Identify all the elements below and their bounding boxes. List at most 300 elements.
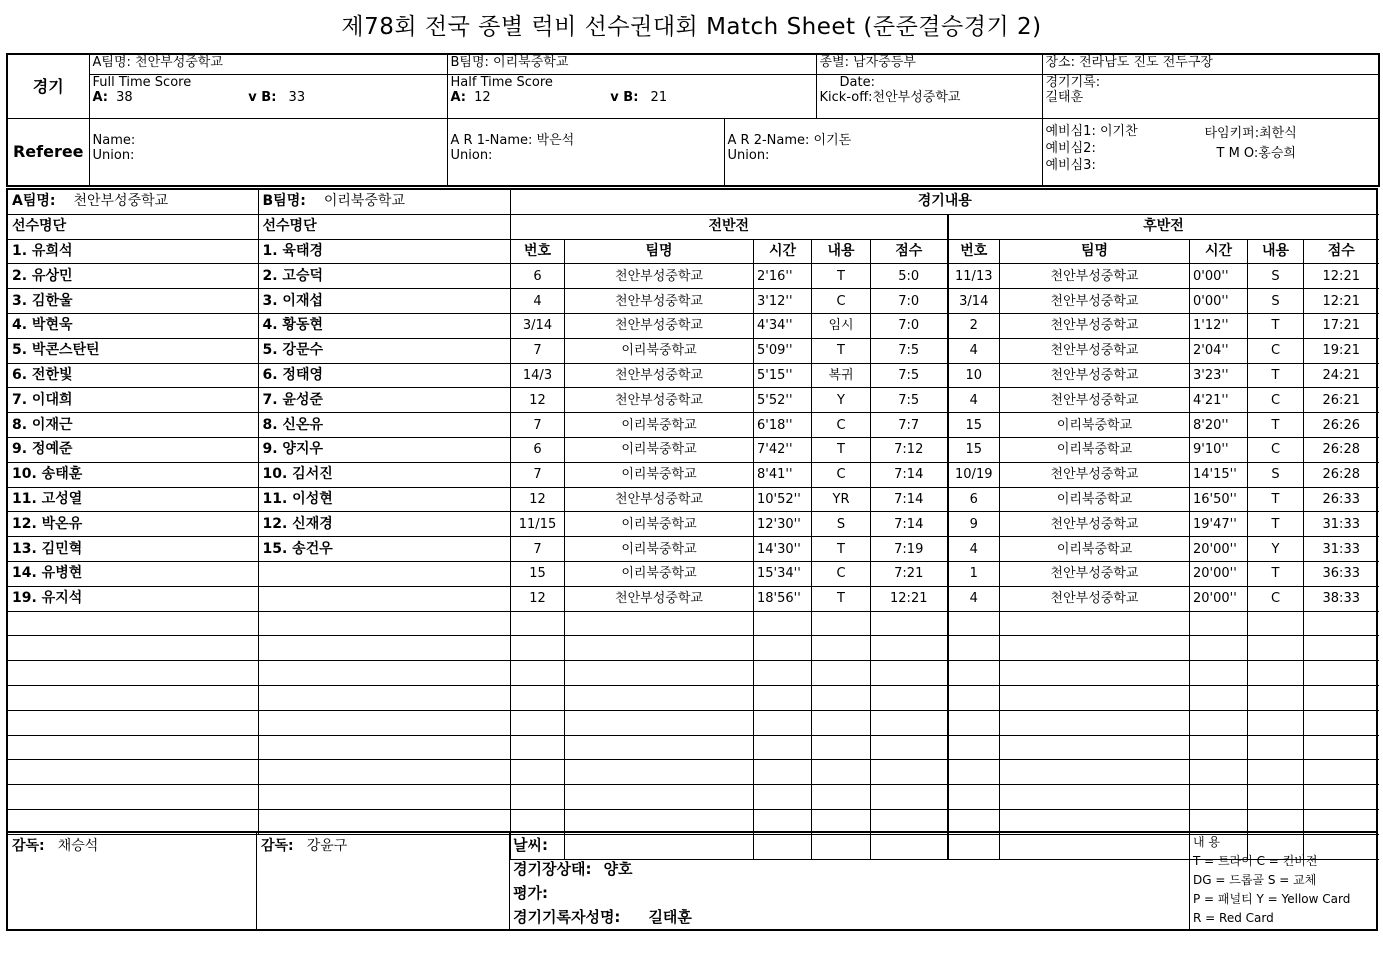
event-cell <box>871 636 948 661</box>
event-cell: 10/19 <box>948 462 1000 487</box>
a-player-cell: 8. 이재근 <box>8 413 258 438</box>
a-list-header: 선수명단 <box>8 214 258 239</box>
b-player-cell: 8. 신온유 <box>258 413 510 438</box>
event-cell: 10'52'' <box>754 487 812 512</box>
column-header: 팀명 <box>1000 239 1190 264</box>
b-player-cell: 4. 황동현 <box>258 313 510 338</box>
event-cell <box>871 611 948 636</box>
event-row <box>511 338 1379 363</box>
half-time-b: 21 <box>650 89 668 105</box>
event-cell <box>812 710 871 735</box>
roster-row <box>8 685 510 710</box>
roster-row <box>8 487 510 512</box>
event-cell <box>871 710 948 735</box>
event-cell <box>754 735 812 760</box>
event-cell: 천안부성중학교 <box>565 388 754 413</box>
event-cell: 3/14 <box>948 289 1000 314</box>
event-cell <box>871 661 948 686</box>
event-cell: 20'00'' <box>1190 561 1248 586</box>
a-player-cell: 9. 정예준 <box>8 437 258 462</box>
sheet-title: 제78회 전국 종별 럭비 선수권대회 Match Sheet (준준결승경기 2) <box>341 14 1042 40</box>
event-cell <box>871 785 948 810</box>
reserve-referee-2: 예비심2: <box>1045 140 1096 156</box>
a-player-cell: 3. 김한울 <box>8 289 258 314</box>
weather-label: 날씨: <box>513 836 548 854</box>
event-cell <box>1000 710 1190 735</box>
event-cell: 천안부성중학교 <box>1000 363 1190 388</box>
event-cell <box>565 735 754 760</box>
event-cell: 7:5 <box>871 363 948 388</box>
event-cell <box>511 785 565 810</box>
roster-row <box>8 661 510 686</box>
event-cell <box>1000 735 1190 760</box>
event-cell <box>948 710 1000 735</box>
event-cell <box>1248 661 1304 686</box>
event-cell: 천안부성중학교 <box>565 313 754 338</box>
event-cell <box>1190 636 1248 661</box>
event-cell: 복귀 <box>812 363 871 388</box>
b-player-cell: 12. 신재경 <box>258 512 510 537</box>
recorder-name: 길태훈 <box>1045 89 1084 105</box>
event-cell <box>1000 760 1190 785</box>
roster-row <box>8 413 510 438</box>
event-cell <box>754 760 812 785</box>
referee-name-label: Name: <box>92 132 136 148</box>
events-table <box>510 190 1379 860</box>
event-row <box>511 264 1379 289</box>
roster-row <box>8 239 510 264</box>
ar1-line: A R 1-Name: 박은석 <box>450 132 575 148</box>
event-cell: 7:5 <box>871 338 948 363</box>
event-cell: 26:26 <box>1304 413 1379 438</box>
event-cell: 12 <box>511 586 565 611</box>
event-cell: 5'52'' <box>754 388 812 413</box>
event-cell: 20'00'' <box>1190 537 1248 562</box>
b-player-cell <box>258 561 510 586</box>
event-cell <box>565 636 754 661</box>
b-player-cell <box>258 685 510 710</box>
event-cell: YR <box>812 487 871 512</box>
a-player-cell: 19. 유지석 <box>8 586 258 611</box>
half-time-a-label: A: <box>450 89 467 105</box>
event-cell: S <box>1248 264 1304 289</box>
event-cell <box>511 735 565 760</box>
event-row <box>511 190 1379 214</box>
event-cell <box>948 636 1000 661</box>
roster-row <box>8 289 510 314</box>
roster-row <box>8 710 510 735</box>
event-cell: 31:33 <box>1304 512 1379 537</box>
event-cell: 천안부성중학교 <box>565 289 754 314</box>
event-cell: 이리북중학교 <box>1000 537 1190 562</box>
event-cell <box>1190 611 1248 636</box>
event-cell <box>754 685 812 710</box>
a-team-line: A팀명: 천안부성중학교 <box>89 54 447 74</box>
event-cell: 5'09'' <box>754 338 812 363</box>
a-player-cell <box>8 611 258 636</box>
roster-row <box>8 388 510 413</box>
legend-line-4: R = Red Card <box>1193 911 1274 925</box>
event-cell <box>948 611 1000 636</box>
b-player-cell: 6. 정태영 <box>258 363 510 388</box>
event-cell: 3'23'' <box>1190 363 1248 388</box>
event-cell: 7 <box>511 338 565 363</box>
event-cell <box>948 685 1000 710</box>
event-cell: 이리북중학교 <box>565 561 754 586</box>
legend-line-1: T = 트라이 C = 컨버전 <box>1193 854 1318 868</box>
event-cell <box>1248 636 1304 661</box>
ar2-cell <box>724 118 1042 186</box>
b-player-cell: 15. 송건우 <box>258 537 510 562</box>
event-cell: 천안부성중학교 <box>1000 264 1190 289</box>
full-time-a: 38 <box>116 89 133 105</box>
event-cell <box>948 785 1000 810</box>
event-row <box>511 785 1379 810</box>
a-player-cell: 6. 전한빛 <box>8 363 258 388</box>
event-cell: 19:21 <box>1304 338 1379 363</box>
match-header-table <box>6 53 1380 187</box>
event-row <box>511 363 1379 388</box>
event-cell <box>511 661 565 686</box>
event-cell <box>1190 785 1248 810</box>
b-player-cell <box>258 710 510 735</box>
event-cell: 7 <box>511 413 565 438</box>
a-player-cell: 12. 박온유 <box>8 512 258 537</box>
event-cell: 이리북중학교 <box>565 537 754 562</box>
event-cell: T <box>1248 363 1304 388</box>
writer-line <box>510 905 1189 929</box>
event-cell <box>511 611 565 636</box>
event-cell <box>511 760 565 785</box>
roster-row <box>8 561 510 586</box>
ar1-union: Union: <box>450 147 493 163</box>
event-cell <box>754 636 812 661</box>
a-player-cell: 14. 유병현 <box>8 561 258 586</box>
column-header: 내용 <box>1248 239 1304 264</box>
event-row <box>511 611 1379 636</box>
event-cell: 천안부성중학교 <box>1000 512 1190 537</box>
event-cell: 이리북중학교 <box>1000 437 1190 462</box>
referee-cell <box>89 118 447 186</box>
a-player-cell: 7. 이대희 <box>8 388 258 413</box>
event-cell: T <box>1248 413 1304 438</box>
roster-row <box>8 760 510 785</box>
reserve-referee-1: 예비심1: 이기찬 <box>1045 123 1138 139</box>
event-cell: 천안부성중학교 <box>1000 388 1190 413</box>
event-cell: 12'30'' <box>754 512 812 537</box>
column-header: 번호 <box>511 239 565 264</box>
roster-row <box>8 636 510 661</box>
roster-row <box>8 512 510 537</box>
event-cell <box>1304 760 1379 785</box>
event-cell: 이리북중학교 <box>565 437 754 462</box>
event-cell: 9 <box>948 512 1000 537</box>
reserve-cell <box>1042 118 1379 186</box>
event-cell: 15 <box>948 437 1000 462</box>
event-cell: 10 <box>948 363 1000 388</box>
event-row <box>511 487 1379 512</box>
event-cell <box>754 611 812 636</box>
a-player-cell <box>8 636 258 661</box>
event-cell: C <box>812 413 871 438</box>
b-list-header: 선수명단 <box>258 214 510 239</box>
b-team-label: B팀명: <box>262 193 306 209</box>
event-cell <box>754 710 812 735</box>
roster-row <box>8 735 510 760</box>
roster-row <box>8 785 510 810</box>
sheet-footer <box>8 831 1376 931</box>
roster-table <box>8 190 511 835</box>
b-player-cell: 3. 이재섭 <box>258 289 510 314</box>
event-cell: 천안부성중학교 <box>565 264 754 289</box>
ar2-union: Union: <box>727 147 770 163</box>
event-cell: T <box>812 338 871 363</box>
event-cell: 7:0 <box>871 313 948 338</box>
event-cell <box>1000 685 1190 710</box>
b-player-cell <box>258 735 510 760</box>
venue-line: 장소: 전라남도 진도 전두구장 <box>1042 54 1379 74</box>
event-cell: 천안부성중학교 <box>1000 561 1190 586</box>
event-cell: 26:28 <box>1304 437 1379 462</box>
event-cell: 7:14 <box>871 462 948 487</box>
event-cell <box>1248 685 1304 710</box>
event-cell <box>1190 710 1248 735</box>
ground-line <box>510 857 1189 881</box>
legend-line-3: P = 패널티 Y = Yellow Card <box>1193 892 1351 906</box>
recorder-cell <box>1042 74 1379 118</box>
event-cell <box>1248 735 1304 760</box>
event-cell: S <box>1248 289 1304 314</box>
roster-row <box>8 338 510 363</box>
event-cell <box>1248 760 1304 785</box>
event-cell: C <box>1248 388 1304 413</box>
full-time-values <box>93 90 444 105</box>
event-cell: C <box>812 289 871 314</box>
b-player-cell <box>258 611 510 636</box>
event-cell: T <box>812 264 871 289</box>
event-cell <box>1304 636 1379 661</box>
b-player-cell: 5. 강문수 <box>258 338 510 363</box>
a-player-cell: 1. 유희석 <box>8 239 258 264</box>
event-cell: 6'18'' <box>754 413 812 438</box>
a-player-cell <box>8 661 258 686</box>
event-cell: 26:21 <box>1304 388 1379 413</box>
a-coach-cell <box>8 833 257 931</box>
event-cell: 7:21 <box>871 561 948 586</box>
event-cell <box>565 661 754 686</box>
event-cell <box>565 685 754 710</box>
event-row <box>511 239 1379 264</box>
a-player-cell: 5. 박콘스탄틴 <box>8 338 258 363</box>
event-cell <box>812 785 871 810</box>
event-cell: 이리북중학교 <box>1000 487 1190 512</box>
event-cell: 8'20'' <box>1190 413 1248 438</box>
a-player-cell <box>8 685 258 710</box>
half-time-score <box>447 74 816 118</box>
event-cell <box>1304 710 1379 735</box>
category-line: 종별: 남자중등부 <box>816 54 1042 74</box>
a-player-cell: 4. 박현욱 <box>8 313 258 338</box>
event-cell: 7:5 <box>871 388 948 413</box>
second-half-title: 후반전 <box>948 214 1379 239</box>
event-cell <box>1248 611 1304 636</box>
event-cell: 16'50'' <box>1190 487 1248 512</box>
event-cell: 4 <box>511 289 565 314</box>
event-cell <box>1190 760 1248 785</box>
event-row <box>511 636 1379 661</box>
full-time-label: Full Time Score <box>92 74 192 90</box>
event-cell <box>1190 661 1248 686</box>
event-cell: 26:33 <box>1304 487 1379 512</box>
event-cell: 이리북중학교 <box>565 512 754 537</box>
legend-cell <box>1190 833 1376 931</box>
a-player-cell <box>8 785 258 810</box>
a-player-cell <box>8 735 258 760</box>
roster-row <box>8 586 510 611</box>
event-cell <box>511 636 565 661</box>
event-row <box>511 561 1379 586</box>
event-cell <box>871 735 948 760</box>
event-row <box>511 735 1379 760</box>
event-cell <box>812 636 871 661</box>
event-cell: 1 <box>948 561 1000 586</box>
a-team-cell <box>8 190 258 214</box>
event-cell <box>948 760 1000 785</box>
event-cell: 이리북중학교 <box>565 462 754 487</box>
event-cell: 7:7 <box>871 413 948 438</box>
event-cell: 5'15'' <box>754 363 812 388</box>
a-coach-name: 채승석 <box>57 838 99 854</box>
event-cell: 19'47'' <box>1190 512 1248 537</box>
event-row <box>511 661 1379 686</box>
b-coach-name: 강윤구 <box>306 838 348 854</box>
event-cell <box>1248 710 1304 735</box>
event-cell: 31:33 <box>1304 537 1379 562</box>
column-header: 번호 <box>948 239 1000 264</box>
roster-row <box>8 214 510 239</box>
event-cell: T <box>812 537 871 562</box>
roster-row <box>8 611 510 636</box>
evaluation-label: 평가: <box>513 884 548 902</box>
event-cell: 14'15'' <box>1190 462 1248 487</box>
event-cell: 천안부성중학교 <box>565 363 754 388</box>
main-sheet <box>6 188 1378 931</box>
event-row <box>511 685 1379 710</box>
event-cell: 천안부성중학교 <box>565 487 754 512</box>
event-cell: C <box>1248 437 1304 462</box>
ar2-line: A R 2-Name: 이기돈 <box>727 132 852 148</box>
event-cell: 7 <box>511 537 565 562</box>
event-cell: 2'04'' <box>1190 338 1248 363</box>
event-cell: C <box>812 561 871 586</box>
event-row <box>511 388 1379 413</box>
full-time-a-label: A: <box>92 89 109 105</box>
first-half-title: 전반전 <box>511 214 948 239</box>
event-cell: 이리북중학교 <box>565 338 754 363</box>
full-time-score <box>89 74 447 118</box>
event-row <box>511 413 1379 438</box>
b-coach-cell <box>257 833 510 931</box>
event-cell: C <box>812 462 871 487</box>
roster-row <box>8 313 510 338</box>
writer-label: 경기기록자성명: <box>513 908 621 926</box>
half-time-a: 12 <box>474 89 491 105</box>
event-cell <box>1304 661 1379 686</box>
event-cell: 이리북중학교 <box>1000 413 1190 438</box>
event-cell: 14/3 <box>511 363 565 388</box>
b-team-line: B팀명: 이리북중학교 <box>447 54 816 74</box>
b-team-name: 이리북중학교 <box>323 193 405 209</box>
a-player-cell: 13. 김민혁 <box>8 537 258 562</box>
event-cell: 4 <box>948 338 1000 363</box>
event-cell: 3'12'' <box>754 289 812 314</box>
event-cell <box>1190 685 1248 710</box>
event-cell: 15 <box>948 413 1000 438</box>
legend-title: 내 용 <box>1193 835 1220 849</box>
event-cell <box>511 685 565 710</box>
event-cell: 12 <box>511 487 565 512</box>
event-cell: 24:21 <box>1304 363 1379 388</box>
event-cell: 9'10'' <box>1190 437 1248 462</box>
event-row <box>511 437 1379 462</box>
event-cell <box>812 735 871 760</box>
ar1-cell <box>447 118 724 186</box>
event-cell: 11/15 <box>511 512 565 537</box>
event-cell <box>812 611 871 636</box>
events-section-title: 경기내용 <box>511 190 1379 214</box>
evaluation-line <box>510 881 1189 905</box>
b-player-cell <box>258 586 510 611</box>
reserve-referee-3: 예비심3: <box>1045 157 1096 173</box>
roster-row <box>8 437 510 462</box>
event-cell: 1'12'' <box>1190 313 1248 338</box>
event-cell <box>948 735 1000 760</box>
event-cell <box>1304 735 1379 760</box>
roster-row <box>8 537 510 562</box>
column-header: 내용 <box>812 239 871 264</box>
event-cell: 천안부성중학교 <box>1000 338 1190 363</box>
event-cell: 18'56'' <box>754 586 812 611</box>
event-cell <box>812 760 871 785</box>
event-cell: 2 <box>948 313 1000 338</box>
event-cell <box>1000 636 1190 661</box>
event-cell <box>565 710 754 735</box>
event-cell: 15 <box>511 561 565 586</box>
event-cell: 0'00'' <box>1190 264 1248 289</box>
full-time-b: 33 <box>288 89 306 105</box>
event-cell: C <box>1248 338 1304 363</box>
column-header: 팀명 <box>565 239 754 264</box>
event-cell <box>1000 661 1190 686</box>
ground-value: 양호 <box>603 860 633 878</box>
event-cell: 12:21 <box>871 586 948 611</box>
column-header: 점수 <box>1304 239 1379 264</box>
date-label: Date: <box>839 74 875 90</box>
b-player-cell: 10. 김서진 <box>258 462 510 487</box>
roster-row <box>8 264 510 289</box>
column-header: 점수 <box>871 239 948 264</box>
event-cell: 5:0 <box>871 264 948 289</box>
a-player-cell: 10. 송태훈 <box>8 462 258 487</box>
column-header: 시간 <box>754 239 812 264</box>
event-cell <box>1000 611 1190 636</box>
event-cell <box>1248 785 1304 810</box>
event-cell <box>1000 785 1190 810</box>
event-cell <box>565 611 754 636</box>
b-team-cell <box>258 190 510 214</box>
event-cell: 14'30'' <box>754 537 812 562</box>
a-player-cell: 2. 유상민 <box>8 264 258 289</box>
